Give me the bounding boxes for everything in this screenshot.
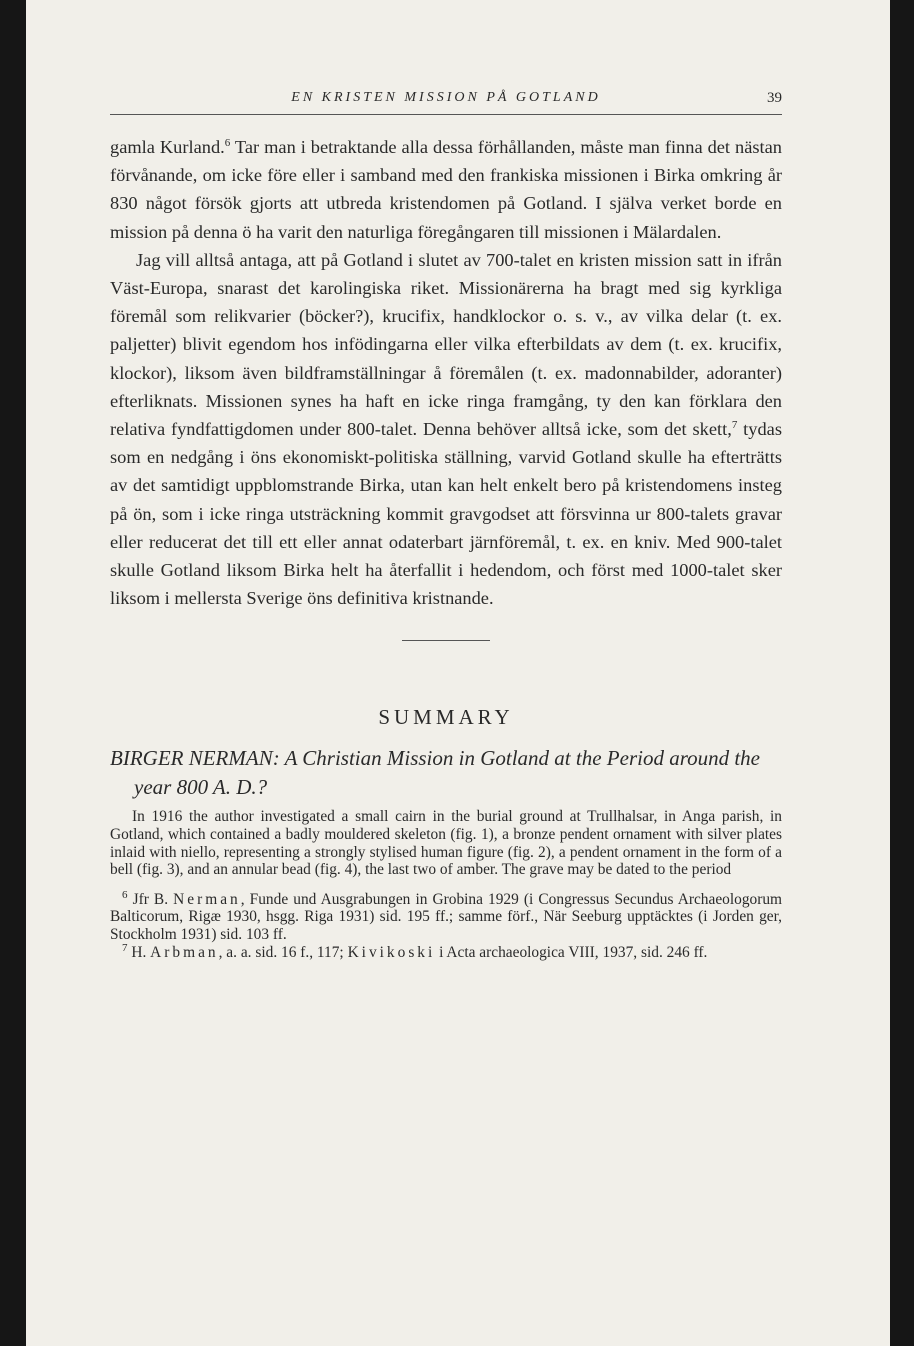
footnote-7-author-2: Kivikoski xyxy=(347,943,436,961)
running-head xyxy=(110,88,782,115)
summary-title-text: : A Christian Mission in Gotland at the Period around the year 800 A. D.? xyxy=(134,746,761,800)
summary-text xyxy=(110,808,782,878)
footnote-6 xyxy=(110,888,782,944)
footnote-ref-7[interactable]: 7 xyxy=(731,418,738,431)
section-divider xyxy=(402,640,490,641)
summary-paragraph: In 1916 the author investigated a small cairn in the burial ground at Trullhalsar, in Anga parish, in Gotland, which contained a badly mouldered skeleton (fig. 1), a bronze pendent ornament with silver plates inlaid with niello, representing a strongly stylised human figure (fig. 2), a pendent ornament in the form of a bell (fig. 3), and an annular bead (fig. 4), the last two of amber. The grave may be dated to the period xyxy=(110,808,782,879)
footnote-7 xyxy=(110,941,782,962)
paragraph-2-start: Jag vill alltså antaga, att på Gotland i slutet av 700-talet en kristen mission satt in ifrån Väst-Europa, snarast det karolingiska riket. Missionärerna ha bragt med sig kyrkliga föremål som relikvarier (böcker?), krucifix, handklockor o. s. v., av vilka delar (t. ex. paljetter) blivit egendom hos infödingarna eller vilka efterbildats av dem (t. ex. krucifix, klockor), liksom även bildframställningar å föremålen (t. ex. madonnabilder, adoranter) efterliknats. Missionen synes ha haft en icke ringa framgång, ty den kan förklara den relativa fyndfattigdomen under 800-talet. Denna behöver alltså icke, som det skett, xyxy=(110,249,782,440)
summary-author: BIRGER NERMAN xyxy=(110,746,273,771)
paragraph-1-rest: Tar man i betraktande alla dessa förhållanden, måste man finna det nästan förvånande, om icke före eller i samband med den frankiska missionen i Birka omkring år 830 något försök gjorts att utbreda kristendomen på Gotland. I själva verket borde en mission på denna ö ha varit den naturliga föregångaren till missionen i Mälardalen. xyxy=(110,137,782,242)
summary-heading: SUMMARY xyxy=(378,705,514,730)
footnotes xyxy=(110,888,782,961)
footnote-7-middle: , a. a. sid. 16 f., 117; xyxy=(218,943,348,961)
footnote-7-text: i Acta archaeologica VIII, 1937, sid. 246 ff. xyxy=(435,943,708,961)
page-number: 39 xyxy=(767,90,782,106)
page-content xyxy=(110,88,782,961)
footnote-ref-6[interactable]: 6 xyxy=(224,136,231,149)
paragraph-2-rest: tydas som en nedgång i öns ekonomiskt-politiska ställning, varvid Gotland skulle ha efterträtts av det samtidigt uppblomstrande Birka, utan kan helt enkelt bero på kristendomens insteg på ön, som i icke ringa utsträckning kommit gravgodset att försvinna ur 800-talets gravar eller reducerat det till ett eller annat odaterbart järnföremål, t. ex. en kniv. Med 900-talet skulle Gotland liksom Birka helt ha återfallit i hedendom, och först med 1000-talet sker liksom i mellersta Sverige öns definitiva kristnande. xyxy=(110,419,783,609)
paragraph-1 xyxy=(110,133,782,246)
footnote-7-author-1: Arbman xyxy=(150,943,219,961)
footnote-6-author: Nerman xyxy=(173,890,241,908)
footnote-7-number: 7 xyxy=(122,941,128,954)
footnote-6-prefix: Jfr B. xyxy=(127,890,174,908)
book-page xyxy=(26,0,890,1346)
footnote-7-prefix: H. xyxy=(127,943,151,961)
summary-title xyxy=(110,744,782,802)
footnote-6-number: 6 xyxy=(122,888,128,901)
body-text xyxy=(110,133,782,612)
paragraph-1-start: gamla Kurland. xyxy=(110,137,225,157)
footnote-6-text: , Funde und Ausgrabungen in Grobina 1929 (i Congressus Secundus Archaeologorum Balticorum, Rigæ 1930, hsgg. Riga 1931) sid. 195 ff.; samme förf., När Seeburg upptäcktes (i Jorden ger, Stockholm 1931) sid. 103 ff. xyxy=(110,890,782,944)
paragraph-2 xyxy=(110,246,782,613)
running-title: EN KRISTEN MISSION PÅ GOTLAND xyxy=(291,90,601,105)
